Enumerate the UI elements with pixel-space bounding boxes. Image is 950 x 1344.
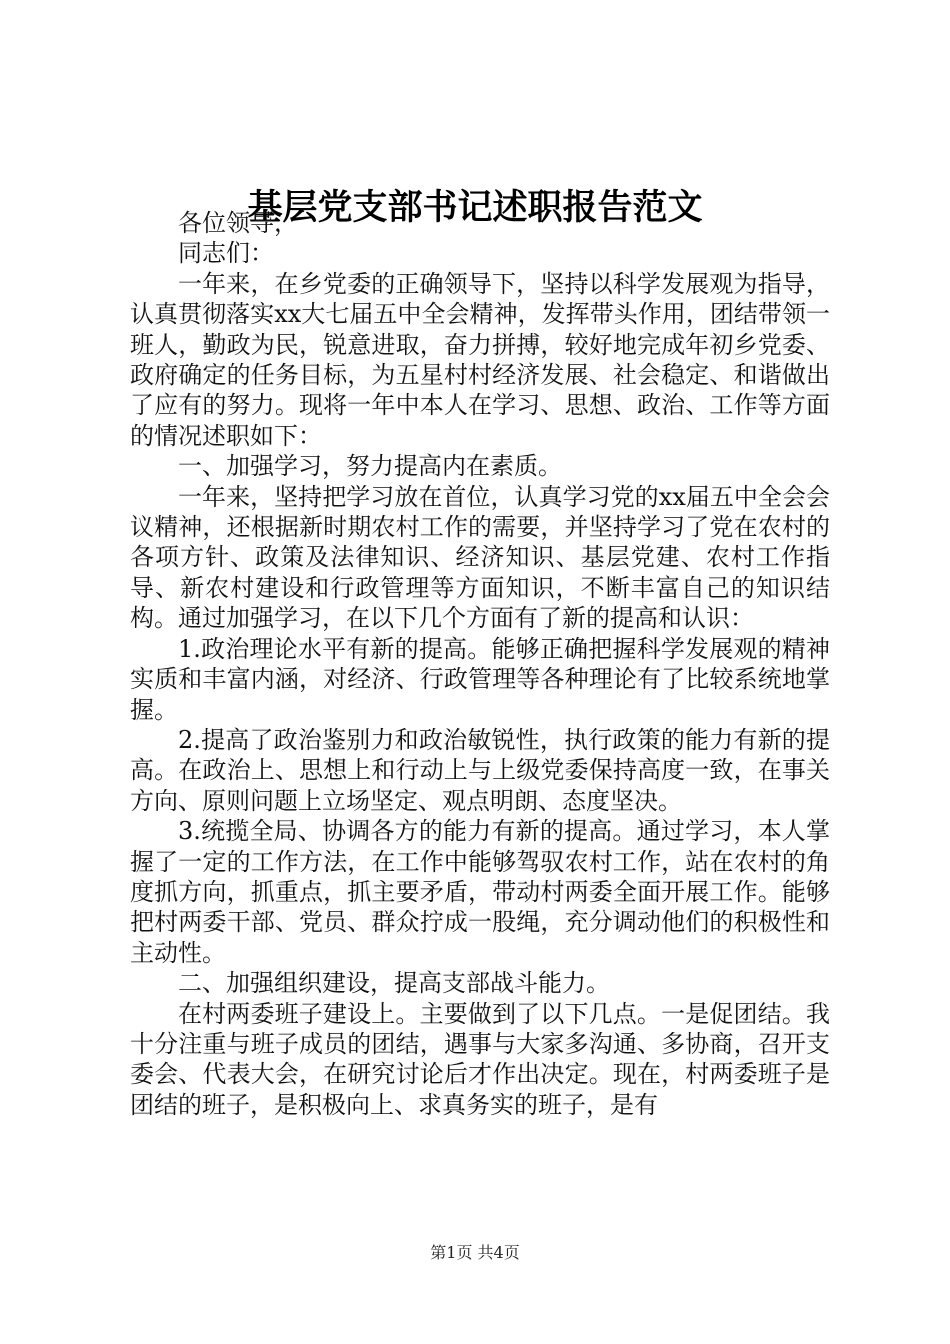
document-body (130, 208, 830, 1120)
point-3-paragraph: 3.统揽全局、协调各方的能力有新的提高。通过学习，本人掌握了一定的工作方法，在工作中能够驾驭农村工作，站在农村的角度抓方向，抓重点，抓主要矛盾，带动村两委全面开展工作。能够把村两委干部、党员、群众拧成一股绳，充分调动他们的积极性和主动性。 (130, 817, 830, 967)
section-heading-study: 一、加强学习，努力提高内在素质。 (178, 452, 562, 481)
intro-paragraph: 一年来，在乡党委的正确领导下，坚持以科学发展观为指导，认真贯彻落实xx大七届五中全会精神，发挥带头作用，团结带领一班人，勤政为民，锐意进取，奋力拼搏，较好地完成年初乡党委、政府确定的任务目标，为五星村村经济发展、社会稳定、和谐做出了应有的努力。现将一年中本人在学习、思想、政治、工作等方面的情况述职如下： (130, 269, 830, 450)
greeting-comrades: 同志们： (178, 239, 274, 268)
greeting-leaders: 各位领导， (178, 209, 298, 237)
page-footer: 第1页 共4页 (430, 1243, 520, 1262)
section-heading-organization: 二、加强组织建设，提高支部战斗能力。 (178, 969, 610, 998)
point-1-paragraph: 1.政治理论水平有新的提高。能够正确把握科学发展观的精神实质和丰富内涵，对经济、行政管理等各种理论有了比较系统地掌握。 (130, 634, 830, 724)
document-title: 基层党支部书记述职报告范文 (247, 187, 703, 228)
point-2-paragraph: 2.提高了政治鉴别力和政治敏锐性，执行政策的能力有新的提高。在政治上、思想上和行动上与上级党委保持高度一致，在事关方向、原则问题上立场坚定、观点明朗、态度坚决。 (130, 725, 830, 815)
organization-paragraph: 在村两委班子建设上。主要做到了以下几点。一是促团结。我十分注重与班子成员的团结，遇事与大家多沟通、多协商，召开支委会、代表大会，在研究讨论后才作出决定。现在，村两委班子是团结的班子，是积极向上、求真务实的班子，是有 (130, 999, 830, 1119)
study-paragraph: 一年来，坚持把学习放在首位，认真学习党的xx届五中全会会议精神，还根据新时期农村工作的需要，并坚持学习了党在农村的各项方针、政策及法律知识、经济知识、基层党建、农村工作指导、新农村建设和行政管理等方面知识，不断丰富自己的知识结构。通过加强学习，在以下几个方面有了新的提高和认识： (130, 482, 830, 633)
